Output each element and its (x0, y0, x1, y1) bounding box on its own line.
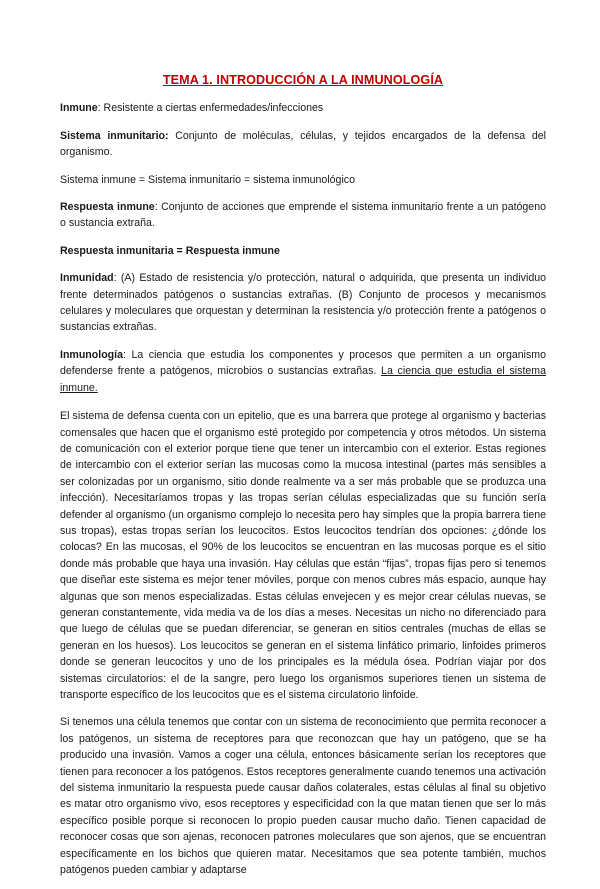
definition-inmune (60, 100, 546, 116)
definition-inmunologia (60, 347, 546, 396)
body-paragraph-1: El sistema de defensa cuenta con un epitelio, que es una barrera que protege al organismo y bacterias comensales que hacen que el organismo esté protegido por competencia y otros métodos. Un sistema de comunicación con el exterior porque tiene que tener un intercambio con el exterior. Estas regiones de intercambio con el exterior serían las mucosas como la mucosa intestinal (partes más sensibles a ser colonizadas por un organismo, sitio donde realmente va a ser más probable que se produzca una infección). Necesitaríamos tropas y las tropas serían células especializadas que su función sería defender al organismo (un organismo complejo lo necesita pero hay simples que la propia barrera tiene sus tropas), estas tropas serían los leucocitos. Estos leucocitos tendrían dos opciones: ¿dónde los colocas? En las mucosas, el 90% de los leucocitos se encuentran en las mucosas porque es el sitio donde más probable que haya una invasión. Hay células que están “fijas”, tropas fijas pero si tenemos que diseñar este sistema es mejor tener móviles, porque con menos cubres más espacio, aunque hay algunas que son menos especializadas. Estas células envejecen y es mejor crear células nuevas, se generan constantemente, vida media va de los días a meses. Necesitas un nicho no diferenciado para que luego de células que se puedan diferenciar, se generan en sitios centrales (muchas de ellas se generan en los huesos). Los leucocitos se generan en el sistema linfático primario, linfoides primeros donde se generan leucocitos y uno de los principales es la médula ósea. Podrían viajar por dos sistemas circulatorios: el de la sangre, pero luego los organismos superiores tienen un sistema de transporte específico de los leucocitos que es el sistema circulatorio linfoide. (60, 410, 546, 701)
term-inmune: Inmune (60, 102, 98, 115)
definition-text-sistema-inmunitario: Conjunto de moléculas, células, y tejidos encargados de la defensa del organismo. (60, 129, 546, 159)
definition-text-inmunologia: : La ciencia que estudia los componentes y procesos que permiten a un organismo defenderse frente a patógenos, microbios o sustancias extrañas. (60, 348, 546, 378)
document-page (60, 72, 546, 889)
definition-sistema-inmunitario (60, 128, 546, 161)
definition-respuesta-inmune (60, 199, 546, 232)
definition-underlined-inmunologia: La ciencia que estudia el sistema inmune. (60, 365, 546, 394)
body-paragraph-2: Si tenemos una célula tenemos que contar con un sistema de reconocimiento que permita reconocer a los patógenos, un sistema de receptores para que reconozcan que hay un patógeno, que se ha producido una invasión. Vamos a coger una célula, entonces básicamente serían los receptores que tienen para reconocer a los patógenos. Estos receptores generalmente cuando tenemos una activación del sistema inmunitario la respuesta puede causar daños colaterales, estas células al final su objetivo es matar otro organismo vivo, esos receptores y especificidad con la que matan tienen que ser lo más específico posible porque si reconocen lo propio pueden causar mucho daño. Tienen capacidad de reconocer cosas que son ajenas, reconocen patrones moleculares que son ajenos, que se encuentran específicamente en los bichos que quieren matar. Necesitamos que sea potente también, muchos patógenos pueden cambiar y adaptarse (60, 716, 546, 877)
term-sistema-inmunitario: Sistema inmunitario: (60, 129, 169, 142)
document-title: TEMA 1. INTRODUCCIÓN A LA INMUNOLOGÍA (162, 73, 444, 87)
equivalence-respuesta-inmune: Respuesta inmunitaria = Respuesta inmune (60, 244, 280, 257)
definition-inmunidad (60, 270, 546, 336)
definition-text-inmunidad: : (A) Estado de resistencia y/o protección, natural o adquirida, que presenta un individuo frente determinados patógenos o sustancias extrañas. (B) Conjunto de procesos y mecanismos celulares y moleculares que orquestan y determinan la resistencia y/o protección frente a patógenos o sustancias extrañas. (60, 272, 546, 334)
term-inmunologia: Inmunología (60, 348, 123, 361)
term-respuesta-inmune: Respuesta inmune (60, 201, 155, 214)
equivalence-sistema-inmune: Sistema inmune = Sistema inmunitario = sistema inmunológico (60, 173, 355, 186)
definition-text-inmune: : Resistente a ciertas enfermedades/infecciones (97, 102, 324, 115)
term-inmunidad: Inmunidad (60, 272, 114, 285)
definition-text-respuesta-inmune: : Conjunto de acciones que emprende el sistema inmunitario frente a un patógeno o sustancia extraña. (60, 201, 546, 230)
